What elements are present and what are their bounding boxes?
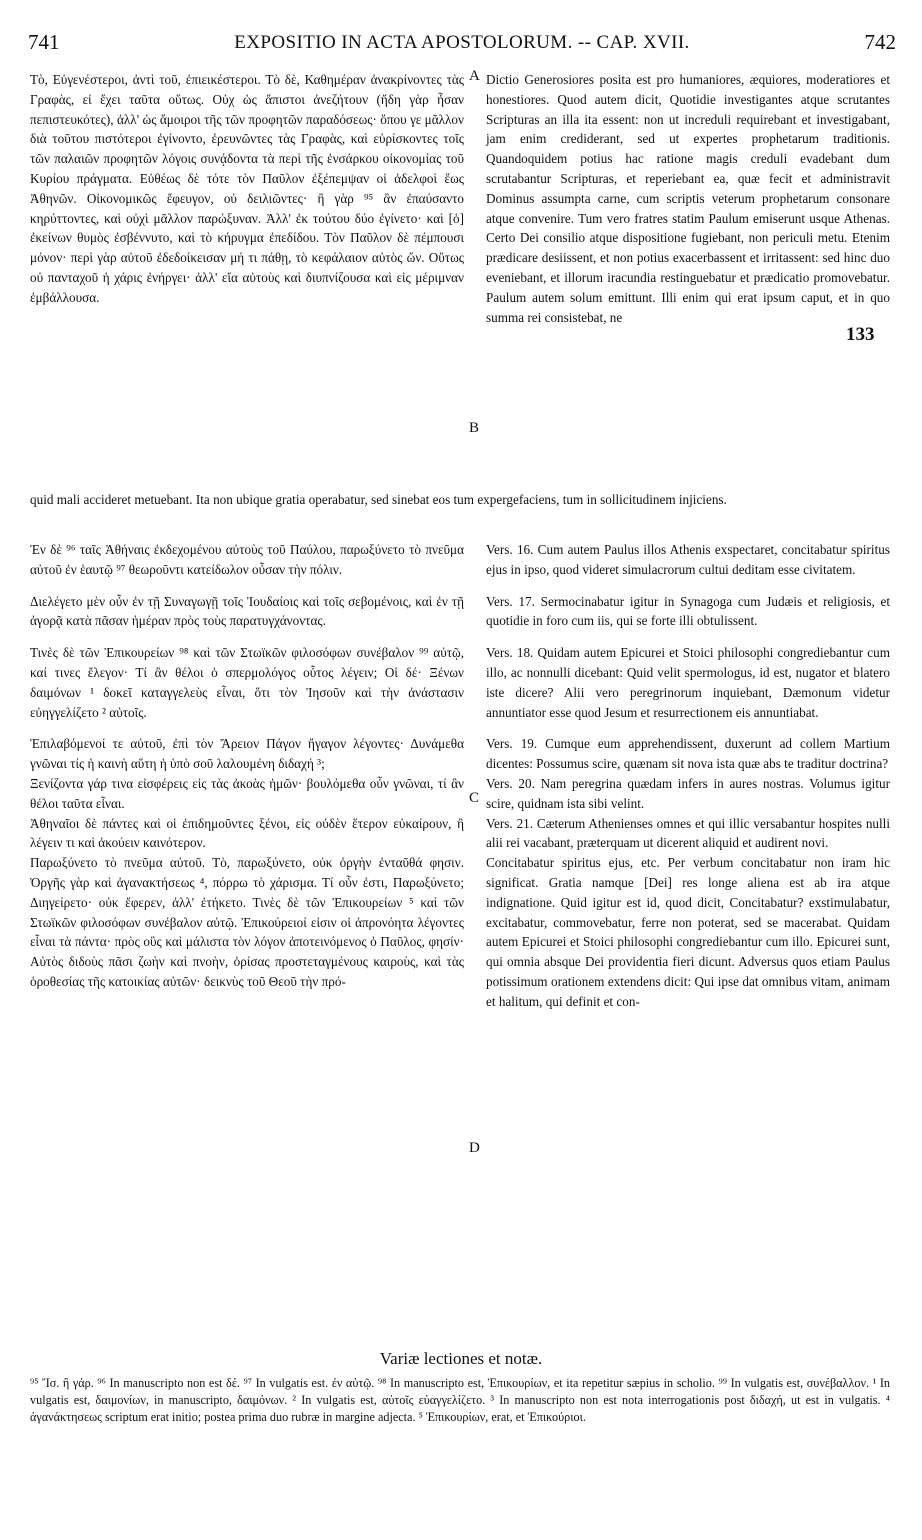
variant-notes: ⁹⁵ Ἴσ. ἢ γάρ. ⁹⁶ In manuscripto non est δέ. ⁹⁷ In vulgatis est. ἐν αὐτῷ. ⁹⁸ In manuscripto est, Ἐπικουρίων, et ita repetitur sæpius in scholio. ⁹⁹ In vulgatis est, συνέβαλλον. ¹ In vulgatis est, δαιμονίων, in manuscripto, δαιμόνων. ² In vulgatis est, αὐτοῖς εὐαγγελίζετο. ³ In manuscripto non est nota interrogationis post διδαχή, ut est in vulgatis. ⁴ ἀγανάκτησεως scriptum erat initio; postea prima duo rubræ in margine adjecta. ⁵ Ἐπικουρίων, erat, et Ἐπικούριοι. <box>30 1376 890 1424</box>
latin-verse-20: Vers. 20. Nam peregrina quædam infers in aures nostras. Volumus igitur scire, quidnam ista sibi velint. <box>486 775 890 811</box>
latin-commentary: Concitabatur spiritus ejus, etc. Per verbum concitabatur non iram hic significat. Gratia namque [Dei] res longe aliena est ab ira atque indignatione. Quid igitur est id, quod dicit, Concitabatur? exstimulabatur, excitabatur, commovebatur, ferre non poterat, sed se macerabat. Quidam autem Epicurei et Stoici philosophi congrediebantur cum illo. Epicurei sunt, qui omnia absque Dei providentia fieri dicunt. Adversus quos etiam Paulus potissimum orationem extendens dicit: Qui ipse dat omnibus vitam, animam et halitum, qui definit et con- <box>486 855 890 1009</box>
margin-marker-c: C <box>469 790 480 806</box>
greek-column-bottom <box>30 540 464 992</box>
column-number: 133 <box>846 324 875 345</box>
page-number-right: 742 <box>864 30 896 54</box>
greek-commentary: Παρωξύνετο τὸ πνεῦμα αὐτοῦ. Τὸ, παρωξύνετο, οὐκ ὀργὴν ἐνταῦθά φησιν. Ὀργῆς γὰρ καὶ ἀγανακτήσεως ⁴, πόρρω τὸ χάρισμα. Τί οὖν ἐστι, Παρωξύνετο; Διηγείρετο· οὐκ ἔφερεν, ἀλλ' ἐτήκετο. Τινὲς δὲ τῶν Ἐπικουρείων ⁵ καὶ τῶν Στωϊκῶν φιλοσόφων συνέβαλον αὐτῷ. Ἐπικούρειοί εἰσιν οἱ ἀπρονόητα λέγοντες εἶναι τὰ πάντα· πρὸς οὓς καὶ μάλιστα τὸν λόγον ἀποτεινόμενος ὁ Παῦλος, φησίν· Αὐτὸς διδοὺς πᾶσι ζωὴν καὶ πνοὴν, ὁρίσας προστεταγμένους καιροὺς, καὶ τὰς ὁροθεσίας τῆς κατοικίας αὐτῶν· δεικνὺς τοῦ Θεοῦ τὴν πρό- <box>30 855 464 989</box>
margin-marker-b: B <box>469 420 480 436</box>
greek-verse-16: Ἐν δὲ ⁹⁶ ταῖς Ἀθήναις ἐκδεχομένου αὐτοὺς τοῦ Παύλου, παρωξύνετο τὸ πνεῦμα αὐτοῦ ἐν ἑαυτῷ ⁹⁷ θεωροῦντι κατείδωλον οὖσαν τὴν πόλιν. <box>30 542 464 577</box>
full-width-line: quid mali accideret metuebant. Ita non ubique gratia operabatur, sed sinebat eos tum expergefaciens, tum in sollicitudinem injiciens. <box>30 492 727 507</box>
page-number-left: 741 <box>28 30 60 54</box>
latin-verse-17: Vers. 17. Sermocinabatur igitur in Synagoga cum Judæis et religiosis, et quotidie in foro cum iis, qui se forte illi obtulissent. <box>486 593 890 629</box>
margin-marker-d: D <box>469 1140 480 1156</box>
notes-heading: Variæ lectiones et notæ. <box>379 1349 543 1368</box>
greek-verse-18: Τινὲς δὲ τῶν Ἐπικουρείων ⁹⁸ καὶ τῶν Στωϊκῶν φιλοσόφων συνέβαλον ⁹⁹ αὐτῷ, καί τινες ἔλεγον· Τί ἂν θέλοι ὁ σπερμολόγος οὗτος λέγειν; Οἱ δέ· Ξένων δαιμόνων ¹ δοκεῖ καταγγελεὺς εἶναι, ὅτι τὸν Ἰησοῦν καὶ τὴν ἀνάστασιν εὐηγγελίζετο ² αὐτοῖς. <box>30 645 464 720</box>
greek-paragraph: Τὸ, Εὐγενέστεροι, ἀντὶ τοῦ, ἐπιεικέστεροι. Τὸ δὲ, Καθημέραν ἀνακρίνοντες τὰς Γραφὰς, εἰ ἔχει ταῦτα οὕτως. Οὐχ ὡς ἄπιστοι ἀνεζήτουν (ἤδη γὰρ ἦσαν πεπιστευκότες), ἀλλ' ὡς ἄμοιροι τῆς τῶν προφητῶν παραδόσεως· ὅπου γε μᾶλλον διὰ τοῦτου πιστότεροι ἐγίνοντο, ἐρευνῶντες τὰς Γραφὰς, καὶ εὑρίσκοντες τοῖς τῶν παλαιῶν προφητῶν λόγοις συνᾴδοντα τὰ περὶ τῆς ἐνσάρκου οἰκονομίας τοῦ Κυρίου πράγματα. Εὐθέως δὲ τότε τὸν Παῦλον ἐξέπεμψαν οἱ ἀδελφοὶ ἕως Ἀθηνῶν. Οἰκονομικῶς ἔφευγον, οὐ δειλιῶντες· ἢ γὰρ ⁹⁵ ἂν ἐπαύσαντο κηρύττοντες, καὶ οὐχὶ μᾶλλον παρώξυναν. Ἀλλ' ἐκ τούτου δύο ἐγίνετο· καὶ [ὁ] ἐκείνων θυμὸς ἐσβέννυτο, καὶ τὸ κήρυγμα ἐπεδίδου. Τὸν Παῦλον δὲ πέμπουσι μόνον· περὶ γὰρ αὐτοῦ ἐδεδοίκεισαν μή τι πάθῃ, τὸ κεφάλαιον αὐτὸς ὤν. Οὕτως οὐ πανταχοῦ ἡ χάρις ἐνήργει· ἀλλ' εἴα αὐτοὺς καὶ διυπνίζουσα καὶ εἰς μέριμναν ἐμβάλλουσα. <box>30 72 464 305</box>
running-title: EXPOSITIO IN ACTA APOSTOLORUM. -- CAP. XVII. <box>234 32 690 53</box>
page-header <box>28 30 896 60</box>
latin-verse-21: Vers. 21. Cæterum Athenienses omnes et qui illic versabantur hospites nulli alii rei vacabant, præterquam ut dicerent aliquid et audirent novi. <box>486 815 890 851</box>
greek-verse-19: Ἐπιλαβόμενοί τε αὐτοῦ, ἐπὶ τὸν Ἄρειον Πάγον ἤγαγον λέγοντες· Δυνάμεθα γνῶναι τίς ἡ καινὴ αὕτη ἡ ὑπὸ σοῦ λαλουμένη διδαχή ³; <box>30 736 464 772</box>
latin-verse-16: Vers. 16. Cum autem Paulus illos Athenis exspectaret, concitabatur spiritus ejus in ipso, quod videret simulacrorum cultui deditam esse civitatem. <box>486 542 890 577</box>
latin-column-top <box>486 70 890 327</box>
latin-paragraph: Dictio Generosiores posita est pro humaniores, æquiores, moderatiores et honestiores. Quod autem dicit, Quotidie investigantes atque scrutantes Scripturas an illa ita essent: non ut increduli requirebant et investigabant, jam enim crediderant, sed ut expertes prophetarum traditionis. Quandoquidem potius hac ratione magis creduli evadebant dum scrutabantur Scripturas, et reperiebant ea, quæ fecit et administravit Dominus assumpta carne, cum scriptis veterum prophetarum consonare atque convenire. Tum vero fratres statim Paulum emiserunt usque Athenas. Certo Dei consilio atque dispositione fugiebant, non periculi metu. Etenim prædicare desiissent, et non potius exacerbassent et irritassent: sed hinc duo eveniebant, et illorum iracundia restinguebatur et prædicatio promovebatur. Paulum autem solum emittunt. Illi enim qui erat ipsum caput, et in quo summa rei consistebat, ne <box>486 72 890 325</box>
latin-verse-18: Vers. 18. Quidam autem Epicurei et Stoici philosophi congrediebantur cum illo, ac nonnulli dicebant: Quid velit spermologus, id est, nugator et blatero iste dicere? Alii vero peregrinorum inquiebant, Dæmonum videtur annuntiator esse quod Jesum et resurrectionem eis annuntiabat. <box>486 645 890 720</box>
margin-marker-a: A <box>469 68 480 84</box>
latin-verse-19: Vers. 19. Cumque eum apprehendissent, duxerunt ad collem Martium dicentes: Possumus scire, quænam sit nova ista quæ abs te traditur doctrina? <box>486 736 890 772</box>
latin-column-bottom <box>486 540 890 1012</box>
greek-column-top <box>30 70 464 308</box>
greek-verse-20: Ξενίζοντα γάρ τινα εἰσφέρεις εἰς τὰς ἀκοὰς ἡμῶν· βουλόμεθα οὖν γνῶναι, τί ἂν θέλοι ταῦτα εἶναι. <box>30 775 464 811</box>
greek-verse-21: Ἀθηναῖοι δὲ πάντες καὶ οἱ ἐπιδημοῦντες ξένοι, εἰς οὐδὲν ἕτερον εὐκαίρουν, ἢ λέγειν τι καὶ ἀκούειν καινότερον. <box>30 815 464 851</box>
greek-verse-17: Διελέγετο μὲν οὖν ἐν τῇ Συναγωγῇ τοῖς Ἰουδαίοις καὶ τοῖς σεβομένοις, καὶ ἐν τῇ ἀγορᾷ κατὰ πᾶσαν ἡμέραν πρὸς τοὺς παρατυγχάνοντας. <box>30 593 464 629</box>
